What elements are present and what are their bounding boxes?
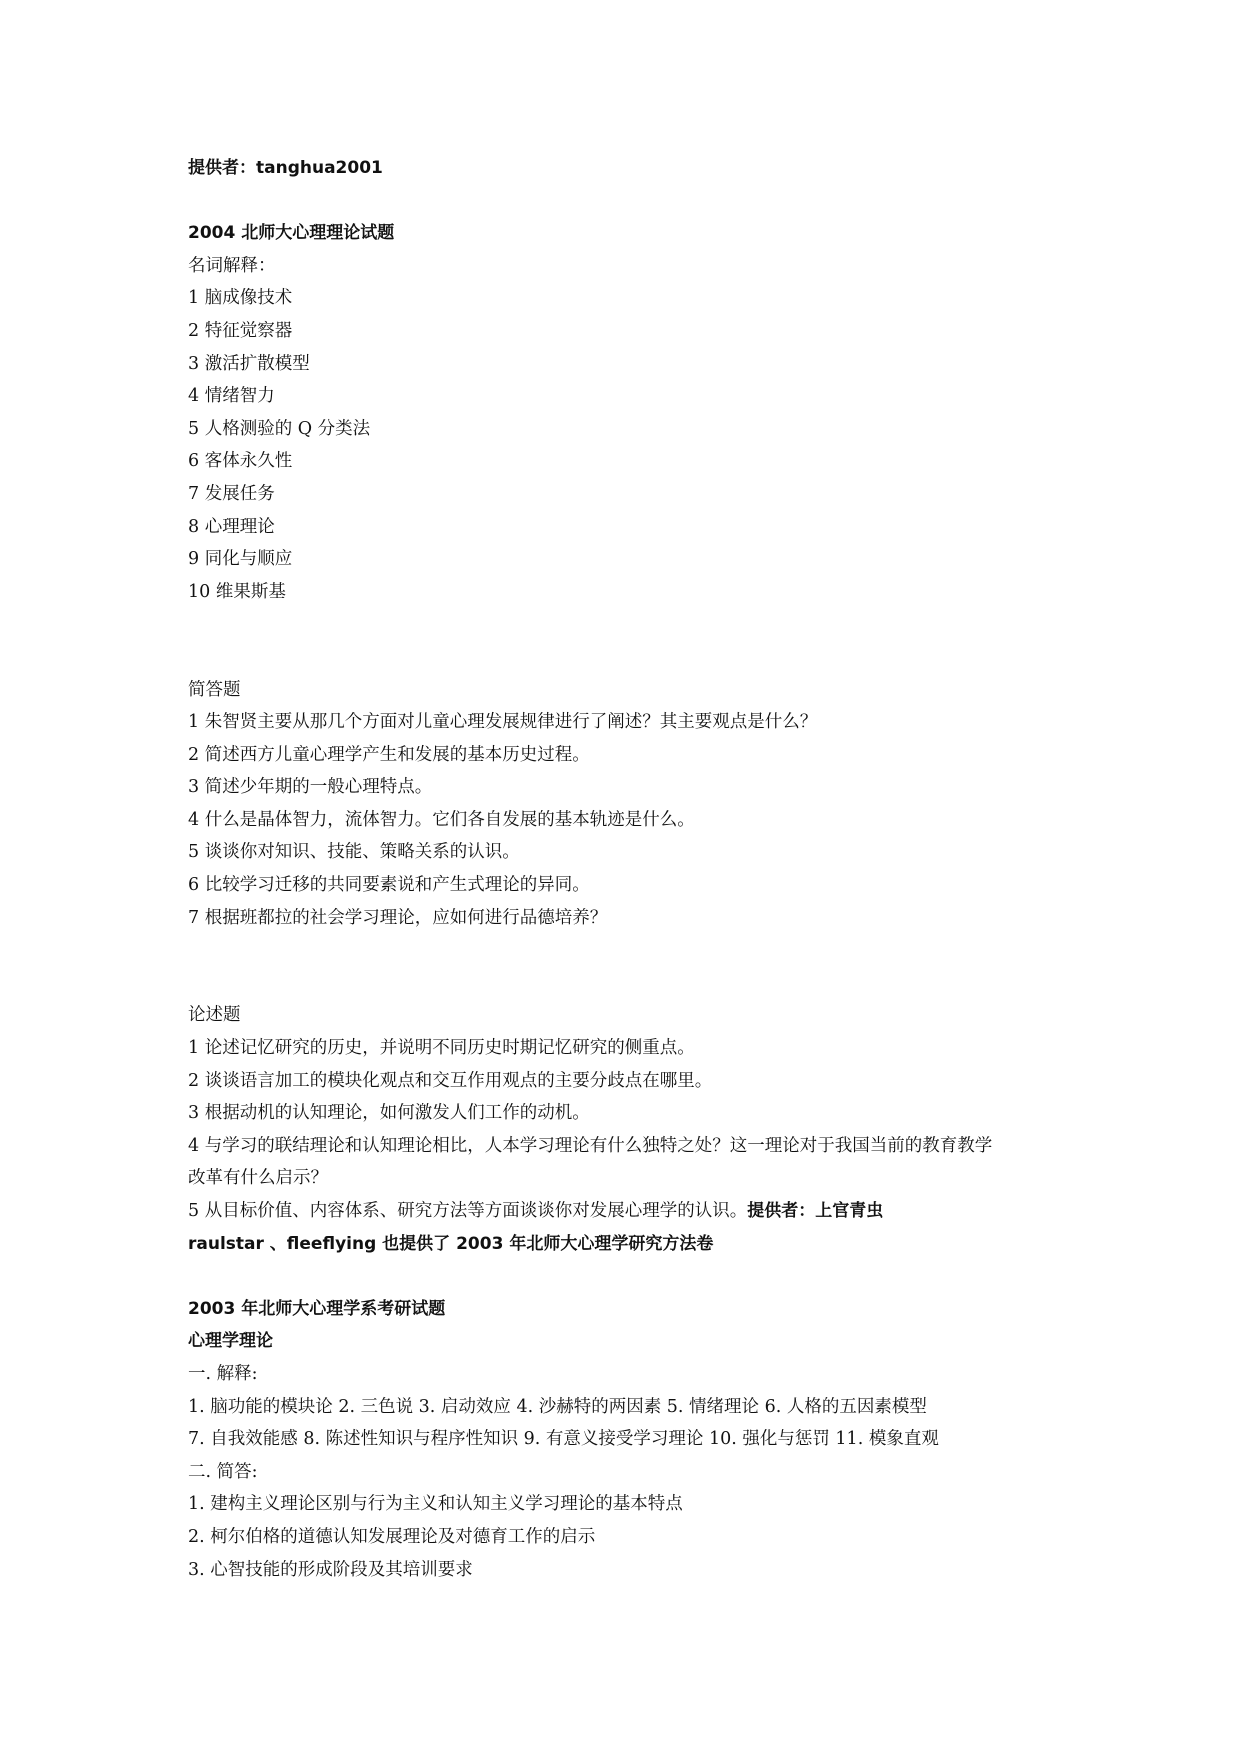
list-item: 1. 脑功能的模块论 2. 三色说 3. 启动效应 4. 沙赫特的两因素 5. 情绪理论 6. 人格的五因素模型 <box>188 1396 927 1417</box>
raulstar-line: raulstar 、fleeflying 也提供了 2003 年北师大心理学研究方法卷 <box>188 1233 714 1254</box>
terms-heading: 名词解释： <box>188 255 276 276</box>
list-item: 1. 建构主义理论区别与行为主义和认知主义学习理论的基本特点 <box>188 1494 683 1515</box>
list-item: 7 根据班都拉的社会学习理论，应如何进行品德培养？ <box>188 907 608 928</box>
essay-5-provider: 提供者：上官青虫 <box>747 1201 884 1221</box>
list-item: 5 谈谈你对知识、技能、策略关系的认识。 <box>188 842 520 863</box>
section-1-heading: 一. 解释: <box>188 1363 258 1384</box>
list-item: 6 比较学习迁移的共同要素说和产生式理论的异同。 <box>188 875 590 896</box>
short-answer-heading: 简答题 <box>188 679 241 700</box>
list-item: 1 论述记忆研究的历史，并说明不同历史时期记忆研究的侧重点。 <box>188 1038 695 1059</box>
document-page <box>188 152 1088 1586</box>
list-item: 2 简述西方儿童心理学产生和发展的基本历史过程。 <box>188 744 590 765</box>
list-item: 4 与学习的联结理论和认知理论相比，人本学习理论有什么独特之处？这一理论对于我国当前的教育教学 <box>188 1135 993 1156</box>
list-item: 3 简述少年期的一般心理特点。 <box>188 777 433 798</box>
list-item: 7 发展任务 <box>188 483 275 504</box>
list-item: 1 朱智贤主要从那几个方面对儿童心理发展规律进行了阐述？其主要观点是什么？ <box>188 712 818 733</box>
list-item: 3 根据动机的认知理论，如何激发人们工作的动机。 <box>188 1103 590 1124</box>
list-item: 改革有什么启示？ <box>188 1168 328 1189</box>
list-item: 3 激活扩散模型 <box>188 353 310 374</box>
list-item: 2 特征觉察器 <box>188 320 293 341</box>
exam-2004-title: 2004 北师大心理理论试题 <box>188 223 395 244</box>
spacer <box>188 185 1088 218</box>
section-2-heading: 二. 简答: <box>188 1461 258 1482</box>
spacer <box>188 641 1088 674</box>
spacer <box>188 934 1088 967</box>
list-item: 2 谈谈语言加工的模块化观点和交互作用观点的主要分歧点在哪里。 <box>188 1070 713 1091</box>
essay-heading: 论述题 <box>188 1005 241 1026</box>
list-item: 10 维果斯基 <box>188 581 286 602</box>
list-item: 6 客体永久性 <box>188 451 293 472</box>
spacer <box>188 967 1088 1000</box>
list-item: 5 人格测验的 Q 分类法 <box>188 418 371 439</box>
spacer <box>188 1260 1088 1293</box>
list-item: 7. 自我效能感 8. 陈述性知识与程序性知识 9. 有意义接受学习理论 10. 强化与惩罚 11. 模象直观 <box>188 1429 939 1450</box>
provider-line: 提供者：tanghua2001 <box>188 158 383 178</box>
essay-5-text: 5 从目标价值、内容体系、研究方法等方面谈谈你对发展心理学的认识。 <box>188 1201 748 1221</box>
list-item: 1 脑成像技术 <box>188 288 293 309</box>
list-item: 2. 柯尔伯格的道德认知发展理论及对德育工作的启示 <box>188 1526 596 1547</box>
list-item: 8 心理理论 <box>188 516 275 537</box>
list-item: 3. 心智技能的形成阶段及其培训要求 <box>188 1559 473 1580</box>
list-item: 4 情绪智力 <box>188 386 275 407</box>
list-item: 9 同化与顺应 <box>188 549 293 570</box>
list-item: 4 什么是晶体智力，流体智力。它们各自发展的基本轨迹是什么。 <box>188 809 695 830</box>
list-item <box>188 1195 1088 1228</box>
exam-2003-subtitle: 心理学理论 <box>188 1331 273 1352</box>
exam-2003-title: 2003 年北师大心理学系考研试题 <box>188 1298 446 1319</box>
spacer <box>188 608 1088 641</box>
